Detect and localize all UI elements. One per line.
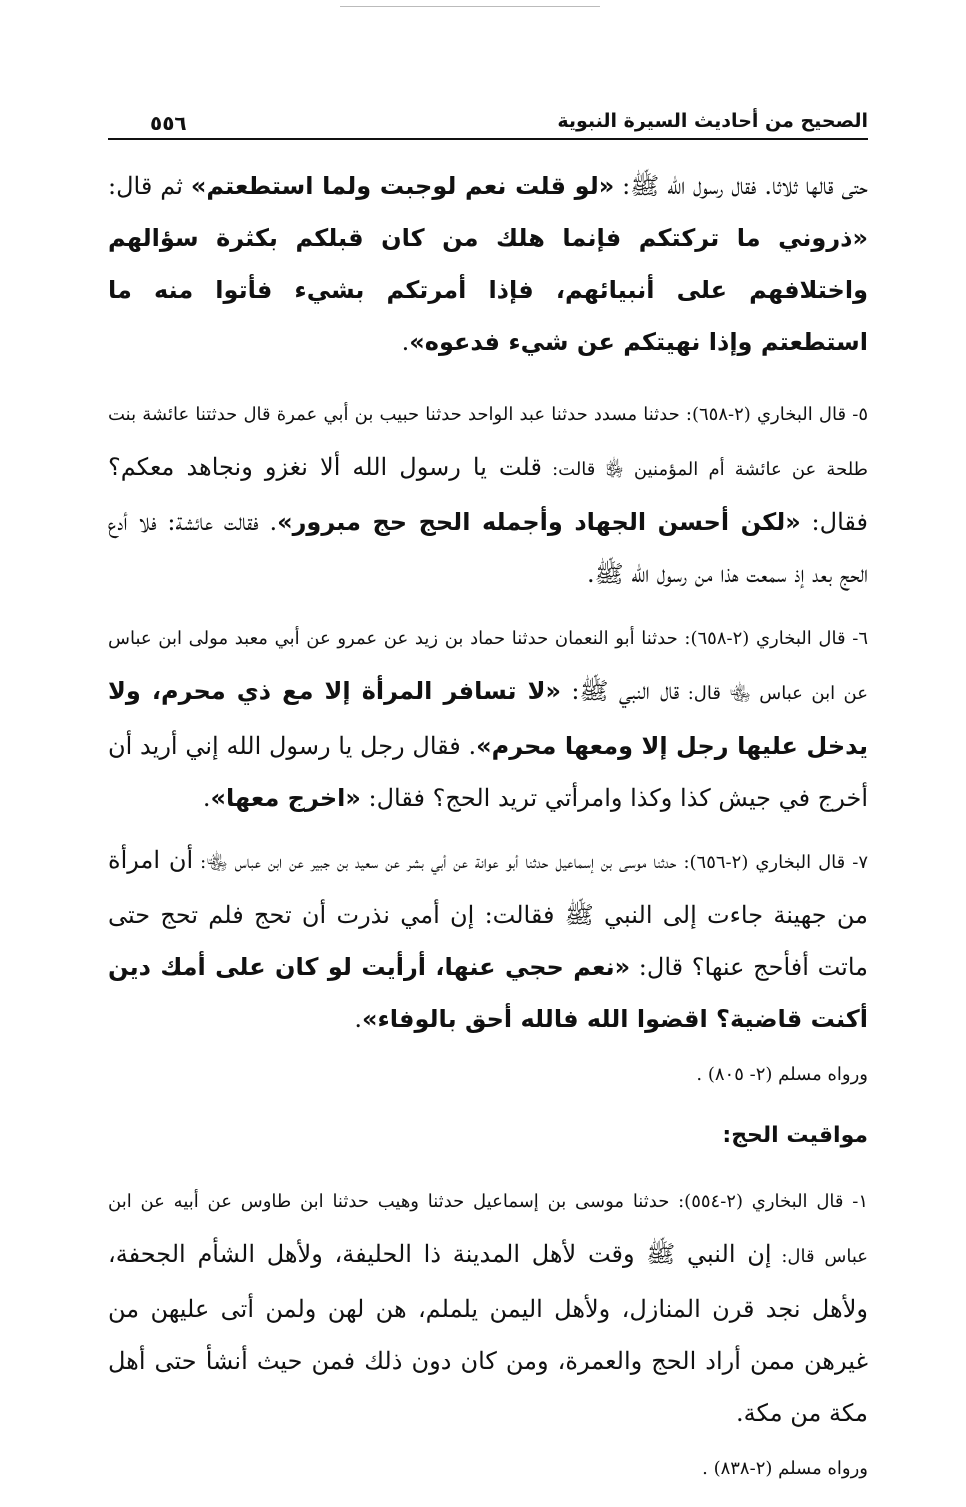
hadith-quote: «ذروني ما تركتكم فإنما هلك من كان قبلكم بكثرة سؤالهم واختلافهم على أنبيائهم، فإذا أمرتكم بشيء فأتوا منه ما استطعتم وإذا نهيتكم عن شيء فدعوه» [108,224,868,356]
text: ثم قال: [108,172,191,200]
hadith-mawaqit-1 [108,1173,868,1439]
hadith-quote: «لكن أحسن الجهاد وأجمله الحج حج مبرور» [277,508,801,536]
text: . [202,784,211,812]
paragraph-continuation [108,160,868,368]
hadith-quote: «اخرج معها» [210,784,361,812]
section-heading: مواقيت الحج: [722,1123,868,1148]
riwaya-muslim-2: ورواه مسلم (٢-٨٣٨) . [702,1458,868,1479]
header-title: الصحيح من أحاديث السيرة النبوية [557,110,868,132]
hadith-quote: «نعم حجي عنها، أرأيت لو كان على أمك دين أكنت قاضية؟ اقضوا الله فالله أحق بالوفاء» [108,953,868,1033]
text: قلت يا رسول الله ألا نغزو ونجاهد معكم؟ فقال: [108,453,869,536]
isnad-chain: ٦- قال البخاري (٢-٦٥٨): حدثنا أبو النعمان حدثنا حماد بن زيد عن عمرو عن أبي معبد مولى ابن عباس عن ابن عباس ﵄ قال: [108,628,868,704]
hadith-5 [108,386,868,600]
hadith-7 [108,834,868,1045]
text: . [354,1005,362,1033]
text: أن امرأة من جهينة جاءت إلى النبي ﷺ فقالت: إن أمي نذرت أن تحج فلم تحج حتى ماتت أفأحج عنها؟ قال: [108,846,869,981]
text: . فقالت عائشة: فلا أدع الحج بعد إذ سمعت هذا من رسول الله ﷺ. [108,508,868,588]
page-body [108,160,868,1507]
hadith-quote: «لا تسافر المرأة إلا مع ذي محرم، ولا يدخل عليها رجل إلا ومعها محرم» [108,677,869,760]
page-number: ٥٥٦ [150,111,187,135]
text: إن النبي ﷺ وقت لأهل المدينة ذا الحليفة، ولأهل الشأم الجحفة، ولأهل نجد قرن المنازل، ولأهل اليمن يلملم، هن لهن ولمن أتى عليهن من غيرهن ممن أراد الحج والعمرة، ومن كان دون ذلك فمن حيث أنشأ حتى أهل مكة من مكة. [108,1240,868,1427]
isnad-chain: ٧- قال البخاري (٢-٦٥٦): حدثنا موسى بن إسماعيل حدثنا أبو عوانة عن أبي بشر عن سعيد بن جبير عن ابن عباس ﵄: [193,852,869,873]
isnad-chain: ٥- قال البخاري (٢-٦٥٨): حدثنا مسدد حدثنا عبد الواحد حدثنا حبيب بن أبي عمرة قال حدثتنا عائشة بنت طلحة عن عائشة أم المؤمنين ﵂ قالت: [108,404,868,480]
riwaya-muslim-1: ورواه مسلم (٢- ٨٠٥) . [696,1064,868,1085]
hadith-quote: «لو قلت نعم لوجبت ولما استطعتم» [190,172,615,200]
text: قال النبي ﷺ: [561,677,680,705]
text: . فقال رجل يا رسول الله إني أريد أن أخرج في جيش كذا وكذا وامرأتي تريد الحج؟ فقال: [108,732,868,812]
scan-edge-line [340,6,600,7]
hadith-6 [108,610,868,824]
running-header [108,108,868,144]
text: حتى قالها ثلاثا. فقال رسول الله ﷺ: [614,172,869,200]
isnad-chain: ١- قال البخاري (٢-٥٥٤): حدثنا موسى بن إسماعيل حدثنا وهيب حدثنا ابن طاوس عن أبيه عن ابن عباس قال: [108,1191,869,1267]
header-rule [108,138,868,140]
text: . [401,328,410,356]
